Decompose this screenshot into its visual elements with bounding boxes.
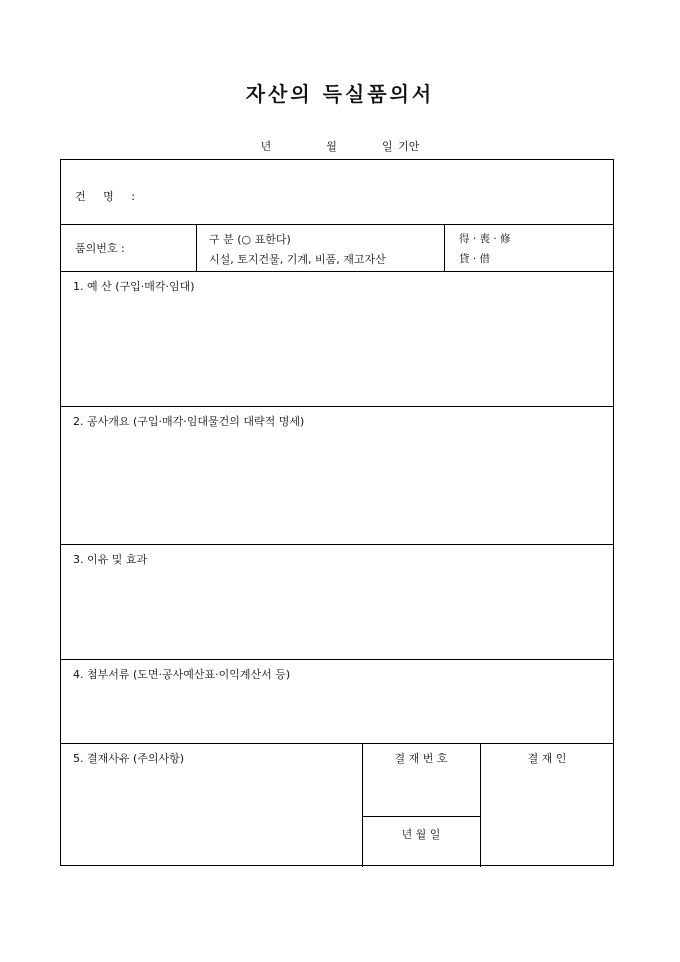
row-divider xyxy=(61,544,613,545)
attachments-section-heading: 4. 첨부서류 (도면·공사예산표·이익계산서 등) xyxy=(73,668,291,681)
cell-divider xyxy=(362,816,480,817)
row-divider xyxy=(61,406,613,407)
approval-number-label: 결 재 번 호 xyxy=(394,752,448,765)
date-suffix: 기안 xyxy=(398,140,420,153)
draft-date-line xyxy=(0,138,680,154)
transaction-type-line1: 得 · 喪 · 修 xyxy=(459,233,511,245)
approval-reason-heading: 5. 결재사유 (주의사항) xyxy=(73,752,185,765)
overview-section-heading: 2. 공사개요 (구입·매각·임대물건의 대략적 명세) xyxy=(73,415,305,428)
approval-seal-label: 결 재 인 xyxy=(527,752,567,765)
date-year: 년 xyxy=(260,140,272,153)
row-divider xyxy=(61,271,613,272)
budget-section-heading: 1. 예 산 (구입·매각·임대) xyxy=(73,280,195,293)
row-divider xyxy=(61,743,613,744)
date-day: 일 xyxy=(381,140,393,153)
subject-label: 건 명 : xyxy=(75,190,135,203)
form-title: 자산의 득실품의서 xyxy=(245,82,435,106)
transaction-type-line2: 貸 · 借 xyxy=(459,253,491,265)
proposal-form-table xyxy=(60,159,614,866)
reason-section-heading: 3. 이유 및 효과 xyxy=(73,553,148,566)
col-divider xyxy=(444,224,445,271)
col-divider xyxy=(196,224,197,271)
row-divider xyxy=(61,224,613,225)
row-divider xyxy=(61,659,613,660)
proposal-number-label: 품의번호 : xyxy=(75,242,125,255)
category-heading: 구 분 (○ 표한다) xyxy=(209,233,291,246)
approval-date-label: 년 월 일 xyxy=(401,828,441,841)
category-options: 시설, 토지건물, 기계, 비품, 재고자산 xyxy=(209,253,386,266)
date-month: 월 xyxy=(326,140,337,153)
